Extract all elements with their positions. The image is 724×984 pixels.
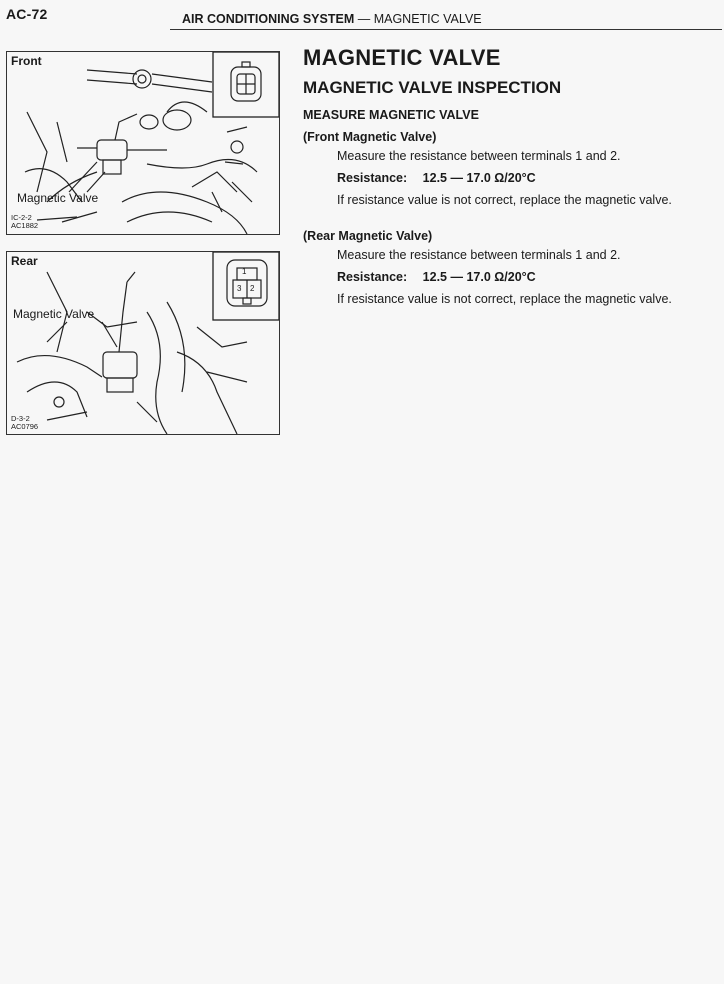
rear-valve-illustration — [7, 252, 279, 434]
header-subsection: MAGNETIC VALVE — [373, 12, 482, 26]
header-section: AIR CONDITIONING SYSTEM — [182, 12, 355, 26]
main-content — [303, 44, 713, 308]
rear-valve-label: (Rear Magnetic Valve) — [303, 229, 433, 243]
front-valve-label: (Front Magnetic Valve) — [303, 130, 437, 144]
front-figure-tag: Front — [11, 54, 42, 68]
page-number: AC-72 — [6, 6, 48, 22]
rear-valve-callout: Magnetic Valve — [13, 307, 95, 321]
rear-resistance-spec — [337, 269, 713, 286]
front-note: If resistance value is not correct, replace the magnetic valve. — [337, 193, 672, 207]
front-valve-illustration — [7, 52, 279, 234]
front-valve-figure — [6, 51, 280, 235]
rear-terminal-2: 2 — [250, 284, 255, 293]
rear-terminal-3: 3 — [237, 284, 242, 293]
rear-figure-tag: Rear — [11, 254, 38, 268]
procedure-heading: MEASURE MAGNETIC VALVE — [303, 108, 479, 122]
front-resistance-label: Resistance: — [337, 171, 408, 185]
rear-note: If resistance value is not correct, replace the magnetic valve. — [337, 292, 672, 306]
rear-figure-code-1: D-3-2 — [11, 414, 30, 423]
section-subtitle: MAGNETIC VALVE INSPECTION — [303, 78, 562, 97]
rear-valve-figure — [6, 251, 280, 435]
rear-resistance-value: 12.5 — 17.0 Ω/20°C — [422, 270, 536, 284]
front-instruction: Measure the resistance between terminals 1 and 2. — [337, 149, 621, 163]
front-resistance-spec — [337, 170, 713, 187]
front-valve-callout: Magnetic Valve — [17, 191, 99, 205]
running-header — [182, 12, 482, 26]
rear-figure-code — [11, 415, 38, 431]
front-figure-code — [11, 214, 38, 230]
front-figure-code-1: IC-2-2 — [11, 213, 32, 222]
rear-terminal-1: 1 — [242, 267, 247, 276]
front-figure-code-2: AC1882 — [11, 221, 39, 230]
page-title: MAGNETIC VALVE — [303, 45, 501, 70]
rear-figure-code-2: AC0796 — [11, 422, 39, 431]
header-rule — [170, 29, 722, 30]
rear-instruction: Measure the resistance between terminals 1 and 2. — [337, 248, 621, 262]
header-separator: — — [357, 12, 371, 26]
front-resistance-value: 12.5 — 17.0 Ω/20°C — [422, 171, 536, 185]
rear-resistance-label: Resistance: — [337, 270, 408, 284]
